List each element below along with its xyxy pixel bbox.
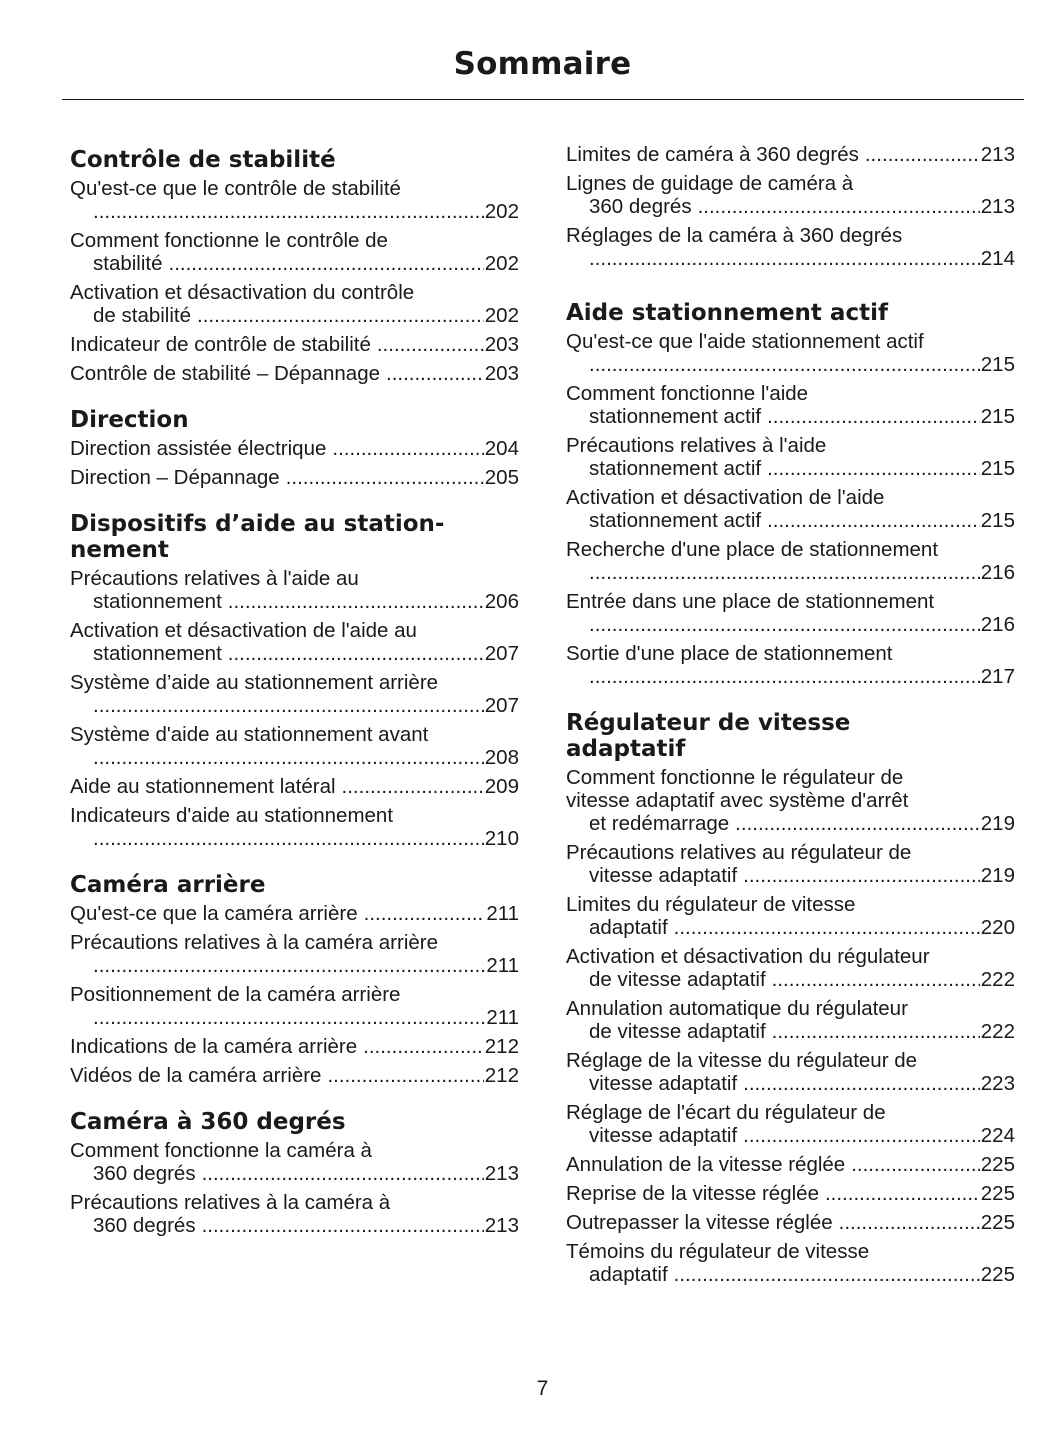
toc-entry[interactable]: [566, 1049, 1015, 1095]
toc-entry[interactable]: [70, 177, 519, 223]
toc-entry-text: Comment fonctionne la caméra à: [70, 1139, 372, 1162]
toc-entry[interactable]: [566, 143, 1015, 166]
dot-leader: [93, 694, 484, 717]
toc-entry-text: Qu'est-ce que le contrôle de stabilité: [70, 177, 401, 200]
dot-leader: [202, 1214, 484, 1237]
toc-entry-text: stationnement actif: [589, 405, 762, 428]
toc-page-number: 211: [486, 902, 519, 925]
toc-entry-leader-line: [589, 968, 1015, 991]
toc-entry-leader-line: [589, 665, 1015, 688]
dot-leader: [364, 902, 486, 925]
toc-entry-leader-line: [93, 642, 519, 665]
dot-leader: [93, 746, 484, 769]
toc-page-number: 225: [980, 1211, 1015, 1234]
toc-entry-text: Positionnement de la caméra arrière: [70, 983, 401, 1006]
dot-leader: [332, 437, 483, 460]
toc-entry-text: 360 degrés: [589, 195, 692, 218]
toc-entry-text: Activation et désactivation de l'aide au: [70, 619, 417, 642]
toc-entry[interactable]: [566, 997, 1015, 1043]
toc-page-number: 204: [484, 437, 519, 460]
toc-entry[interactable]: [70, 466, 519, 489]
toc-entry[interactable]: [70, 723, 519, 769]
toc-entry-text: vitesse adaptatif: [589, 1072, 738, 1095]
toc-page-number: 203: [484, 362, 519, 385]
toc-entry-leader-line: [566, 143, 1015, 166]
toc-page-number: 210: [484, 827, 519, 850]
dot-leader: [589, 561, 980, 584]
toc-entry[interactable]: [70, 1139, 519, 1185]
toc-section: [70, 872, 519, 1087]
dot-leader: [363, 1035, 484, 1058]
dot-leader: [377, 333, 484, 356]
toc-right-column: [566, 143, 1015, 1308]
dot-leader: [767, 509, 980, 532]
dot-leader: [743, 1072, 980, 1095]
toc-page-number: 225: [980, 1153, 1015, 1176]
toc-entry-text: Comment fonctionne le contrôle de: [70, 229, 388, 252]
toc-entry-text: Limites de caméra à 360 degrés: [566, 143, 859, 166]
toc-entry[interactable]: [566, 172, 1015, 218]
toc-entry-text: Direction assistée électrique: [70, 437, 327, 460]
dot-leader: [93, 1006, 485, 1029]
toc-entry-text: Entrée dans une place de stationnement: [566, 590, 935, 613]
section-heading-line: Régulateur de vitesse: [566, 710, 851, 736]
toc-entry-leader-line: [589, 561, 1015, 584]
toc-page-number: 219: [980, 864, 1015, 887]
toc-entry[interactable]: [566, 766, 1015, 835]
toc-page-number: 207: [484, 642, 519, 665]
toc-page-number: 225: [980, 1182, 1015, 1205]
toc-entry[interactable]: [70, 437, 519, 460]
dot-leader: [93, 954, 485, 977]
toc-section: [566, 300, 1015, 688]
toc-page-number: 224: [980, 1124, 1015, 1147]
toc-entry-leader-line: [93, 827, 519, 850]
toc-entry[interactable]: [566, 538, 1015, 584]
section-heading: Caméra arrière: [70, 872, 266, 898]
toc-entry-leader-line: [589, 509, 1015, 532]
dot-leader: [589, 613, 980, 636]
toc-page-number: 215: [980, 509, 1015, 532]
toc-section: [70, 1109, 519, 1237]
toc-entry-text: vitesse adaptatif avec système d'arrêt: [566, 789, 909, 812]
toc-entry[interactable]: [566, 330, 1015, 376]
toc-entry-text: Vidéos de la caméra arrière: [70, 1064, 322, 1087]
toc-entry-leader-line: [589, 1072, 1015, 1095]
toc-entry-text: Précautions relatives à la caméra à: [70, 1191, 391, 1214]
toc-entry[interactable]: [566, 1211, 1015, 1234]
toc-entry-leader-line: [589, 1124, 1015, 1147]
toc-entry-leader-line: [93, 200, 519, 223]
toc-entry[interactable]: [566, 642, 1015, 688]
toc-entry-leader-line: [589, 812, 1015, 835]
toc-entry-leader-line: [589, 864, 1015, 887]
toc-entry-text: de stabilité: [93, 304, 192, 327]
toc-entry-text: Témoins du régulateur de vitesse: [566, 1240, 870, 1263]
toc-entry[interactable]: [70, 619, 519, 665]
toc-entry-text: Outrepasser la vitesse réglée: [566, 1211, 833, 1234]
toc-entry[interactable]: [566, 1240, 1015, 1286]
toc-entry-leader-line: [70, 362, 519, 385]
toc-entry-leader-line: [93, 590, 519, 613]
toc-page-number: 216: [980, 561, 1015, 584]
toc-entry[interactable]: [70, 983, 519, 1029]
dot-leader: [674, 1263, 980, 1286]
toc-page-number: 202: [484, 252, 519, 275]
toc-entry-leader-line: [566, 1182, 1015, 1205]
toc-entry-text: 360 degrés: [93, 1214, 196, 1237]
toc-entry-text: Reprise de la vitesse réglée: [566, 1182, 819, 1205]
toc-entry-leader-line: [70, 1035, 519, 1058]
toc-entry-text: Réglages de la caméra à 360 degrés: [566, 224, 903, 247]
toc-entry-leader-line: [93, 304, 519, 327]
toc-entry-leader-line: [93, 252, 519, 275]
toc-page-number: 202: [484, 304, 519, 327]
toc-page-number: 213: [980, 143, 1015, 166]
toc-entry-text: Précautions relatives à la caméra arrière: [70, 931, 439, 954]
toc-entry-text: Recherche d'une place de stationnement: [566, 538, 939, 561]
toc-entry[interactable]: [70, 362, 519, 385]
toc-page-number: 212: [484, 1035, 519, 1058]
toc-entry-leader-line: [70, 437, 519, 460]
toc-entry-leader-line: [589, 353, 1015, 376]
toc-entry-text: stabilité: [93, 252, 163, 275]
dot-leader: [772, 1020, 980, 1043]
toc-page-number: 216: [980, 613, 1015, 636]
toc-entry[interactable]: [70, 902, 519, 925]
toc-entry[interactable]: [566, 434, 1015, 480]
toc-entry-text: Système d’aide au stationnement arrière: [70, 671, 439, 694]
toc-entry-text: Aide au stationnement latéral: [70, 775, 336, 798]
toc-entry[interactable]: [566, 486, 1015, 532]
toc-entry[interactable]: [70, 229, 519, 275]
toc-entry-text: Annulation automatique du régulateur: [566, 997, 908, 1020]
dot-leader: [767, 457, 980, 480]
toc-entry[interactable]: [566, 893, 1015, 939]
toc-page-number: 203: [484, 333, 519, 356]
toc-entry-text: Limites du régulateur de vitesse: [566, 893, 856, 916]
toc-page-number: 206: [484, 590, 519, 613]
toc-entry-text: Réglage de la vitesse du régulateur de: [566, 1049, 918, 1072]
toc-entry-leader-line: [589, 405, 1015, 428]
section-heading: [566, 710, 1015, 762]
toc-page-number: 208: [484, 746, 519, 769]
toc-entry-text: stationnement actif: [589, 509, 762, 532]
toc-page-number: 213: [980, 195, 1015, 218]
section-heading: [70, 511, 519, 563]
dot-leader: [327, 1064, 483, 1087]
dot-leader: [772, 968, 980, 991]
toc-section: [70, 147, 519, 385]
toc-entry[interactable]: [566, 224, 1015, 270]
section-heading: Caméra à 360 degrés: [70, 1109, 346, 1135]
toc-entry-text: Système d'aide au stationnement avant: [70, 723, 429, 746]
toc-entry-leader-line: [70, 333, 519, 356]
toc-entry-leader-line: [589, 457, 1015, 480]
toc-entry-text: et redémarrage: [589, 812, 730, 835]
dot-leader: [865, 143, 980, 166]
toc-entry[interactable]: [70, 1064, 519, 1087]
dot-leader: [851, 1153, 980, 1176]
toc-entry-text: Indicateur de contrôle de stabilité: [70, 333, 371, 356]
dot-leader: [589, 247, 980, 270]
toc-entry-text: vitesse adaptatif: [589, 1124, 738, 1147]
dot-leader: [839, 1211, 980, 1234]
toc-page-number: 223: [980, 1072, 1015, 1095]
toc-section: [566, 710, 1015, 1286]
toc-entry-text: Indicateurs d'aide au stationnement: [70, 804, 394, 827]
dot-leader: [743, 1124, 980, 1147]
toc-entry-text: adaptatif: [589, 916, 668, 939]
dot-leader: [202, 1162, 484, 1185]
toc-page-number: 212: [484, 1064, 519, 1087]
dot-leader: [342, 775, 484, 798]
section-heading: Aide stationnement actif: [566, 300, 888, 326]
toc-page-number: 209: [484, 775, 519, 798]
toc-entry-text: Activation et désactivation du régulateur: [566, 945, 930, 968]
section-heading-line: Dispositifs d’aide au station-: [70, 511, 445, 537]
dot-leader: [589, 665, 980, 688]
toc-entry-leader-line: [589, 1263, 1015, 1286]
toc-entry-leader-line: [589, 1020, 1015, 1043]
toc-entry-leader-line: [93, 694, 519, 717]
toc-entry-text: Précautions relatives au régulateur de: [566, 841, 912, 864]
toc-entry[interactable]: [70, 333, 519, 356]
toc-entry-text: stationnement actif: [589, 457, 762, 480]
toc-page-number: 215: [980, 405, 1015, 428]
dot-leader: [825, 1182, 980, 1205]
dot-leader: [93, 827, 484, 850]
toc-entry-text: Direction – Dépannage: [70, 466, 280, 489]
toc-page-number: 219: [980, 812, 1015, 835]
toc-section: [70, 407, 519, 489]
toc-entry-leader-line: [70, 1064, 519, 1087]
toc-entry-leader-line: [589, 613, 1015, 636]
toc-entry-text: Lignes de guidage de caméra à: [566, 172, 854, 195]
toc-page-number: 215: [980, 457, 1015, 480]
toc-entry-leader-line: [589, 916, 1015, 939]
toc-entry[interactable]: [566, 945, 1015, 991]
title-divider: [62, 99, 1024, 100]
toc-page-number: 202: [484, 200, 519, 223]
toc-entry-leader-line: [93, 746, 519, 769]
toc-page-number: 222: [980, 968, 1015, 991]
toc-entry-text: Réglage de l'écart du régulateur de: [566, 1101, 886, 1124]
toc-page-number: 213: [484, 1162, 519, 1185]
toc-page-number: 211: [486, 1006, 519, 1029]
toc-page-number: 207: [484, 694, 519, 717]
toc-entry-text: Indications de la caméra arrière: [70, 1035, 358, 1058]
page-number: 7: [536, 1377, 549, 1400]
toc-page-number: 213: [484, 1214, 519, 1237]
toc-entry-leader-line: [566, 1153, 1015, 1176]
toc-entry-leader-line: [93, 1162, 519, 1185]
toc-entry-text: Qu'est-ce que l'aide stationnement actif: [566, 330, 924, 353]
toc-entry[interactable]: [70, 1191, 519, 1237]
toc-section: [70, 511, 519, 850]
toc-entry-text: de vitesse adaptatif: [589, 968, 766, 991]
toc-entry-text: Annulation de la vitesse réglée: [566, 1153, 846, 1176]
dot-leader: [93, 200, 484, 223]
toc-entry[interactable]: [70, 775, 519, 798]
toc-entry[interactable]: [566, 590, 1015, 636]
section-heading: Contrôle de stabilité: [70, 147, 336, 173]
toc-entry-text: Sortie d'une place de stationnement: [566, 642, 893, 665]
toc-entry-text: 360 degrés: [93, 1162, 196, 1185]
toc-entry-text: stationnement: [93, 642, 222, 665]
dot-leader: [735, 812, 980, 835]
toc-left-column: [70, 143, 519, 1259]
toc-entry[interactable]: [70, 671, 519, 717]
toc-entry-leader-line: [93, 1214, 519, 1237]
toc-entry-leader-line: [93, 954, 519, 977]
toc-entry[interactable]: [566, 841, 1015, 887]
page-title: Sommaire: [453, 46, 632, 82]
toc-entry-leader-line: [566, 1211, 1015, 1234]
toc-page-number: 225: [980, 1263, 1015, 1286]
toc-entry-leader-line: [589, 247, 1015, 270]
toc-page-number: 215: [980, 353, 1015, 376]
toc-page-number: 214: [980, 247, 1015, 270]
toc-entry-text: adaptatif: [589, 1263, 668, 1286]
toc-entry-leader-line: [589, 195, 1015, 218]
toc-section: [566, 143, 1015, 270]
dot-leader: [767, 405, 980, 428]
dot-leader: [386, 362, 484, 385]
dot-leader: [197, 304, 484, 327]
toc-entry[interactable]: [566, 1153, 1015, 1176]
dot-leader: [228, 590, 484, 613]
toc-page-number: 222: [980, 1020, 1015, 1043]
dot-leader: [589, 353, 980, 376]
section-heading-line: adaptatif: [566, 736, 686, 762]
toc-page-number: 211: [486, 954, 519, 977]
dot-leader: [674, 916, 980, 939]
section-heading: Direction: [70, 407, 189, 433]
toc-entry-leader-line: [70, 775, 519, 798]
toc-page-number: 217: [980, 665, 1015, 688]
toc-entry-text: Activation et désactivation de l'aide: [566, 486, 885, 509]
section-heading-line: nement: [70, 537, 169, 563]
toc-entry[interactable]: [70, 567, 519, 613]
toc-page-number: 220: [980, 916, 1015, 939]
dot-leader: [743, 864, 980, 887]
toc-entry-leader-line: [70, 902, 519, 925]
toc-entry[interactable]: [566, 382, 1015, 428]
toc-entry-text: Précautions relatives à l'aide au: [70, 567, 359, 590]
toc-entry-text: stationnement: [93, 590, 222, 613]
toc-entry-text: Activation et désactivation du contrôle: [70, 281, 415, 304]
dot-leader: [698, 195, 980, 218]
toc-page-number: 205: [484, 466, 519, 489]
toc-entry-text: Qu'est-ce que la caméra arrière: [70, 902, 358, 925]
toc-entry[interactable]: [70, 281, 519, 327]
toc-entry-text: Contrôle de stabilité – Dépannage: [70, 362, 380, 385]
toc-entry[interactable]: [70, 804, 519, 850]
toc-entry-text: Comment fonctionne l'aide: [566, 382, 809, 405]
toc-entry-text: vitesse adaptatif: [589, 864, 738, 887]
toc-entry[interactable]: [566, 1182, 1015, 1205]
dot-leader: [286, 466, 484, 489]
toc-entry-leader-line: [93, 1006, 519, 1029]
toc-entry[interactable]: [70, 1035, 519, 1058]
toc-entry-text: de vitesse adaptatif: [589, 1020, 766, 1043]
toc-entry-text: Comment fonctionne le régulateur de: [566, 766, 904, 789]
dot-leader: [228, 642, 484, 665]
toc-entry-leader-line: [70, 466, 519, 489]
toc-entry[interactable]: [566, 1101, 1015, 1147]
dot-leader: [169, 252, 484, 275]
toc-entry[interactable]: [70, 931, 519, 977]
toc-entry-text: Précautions relatives à l'aide: [566, 434, 827, 457]
